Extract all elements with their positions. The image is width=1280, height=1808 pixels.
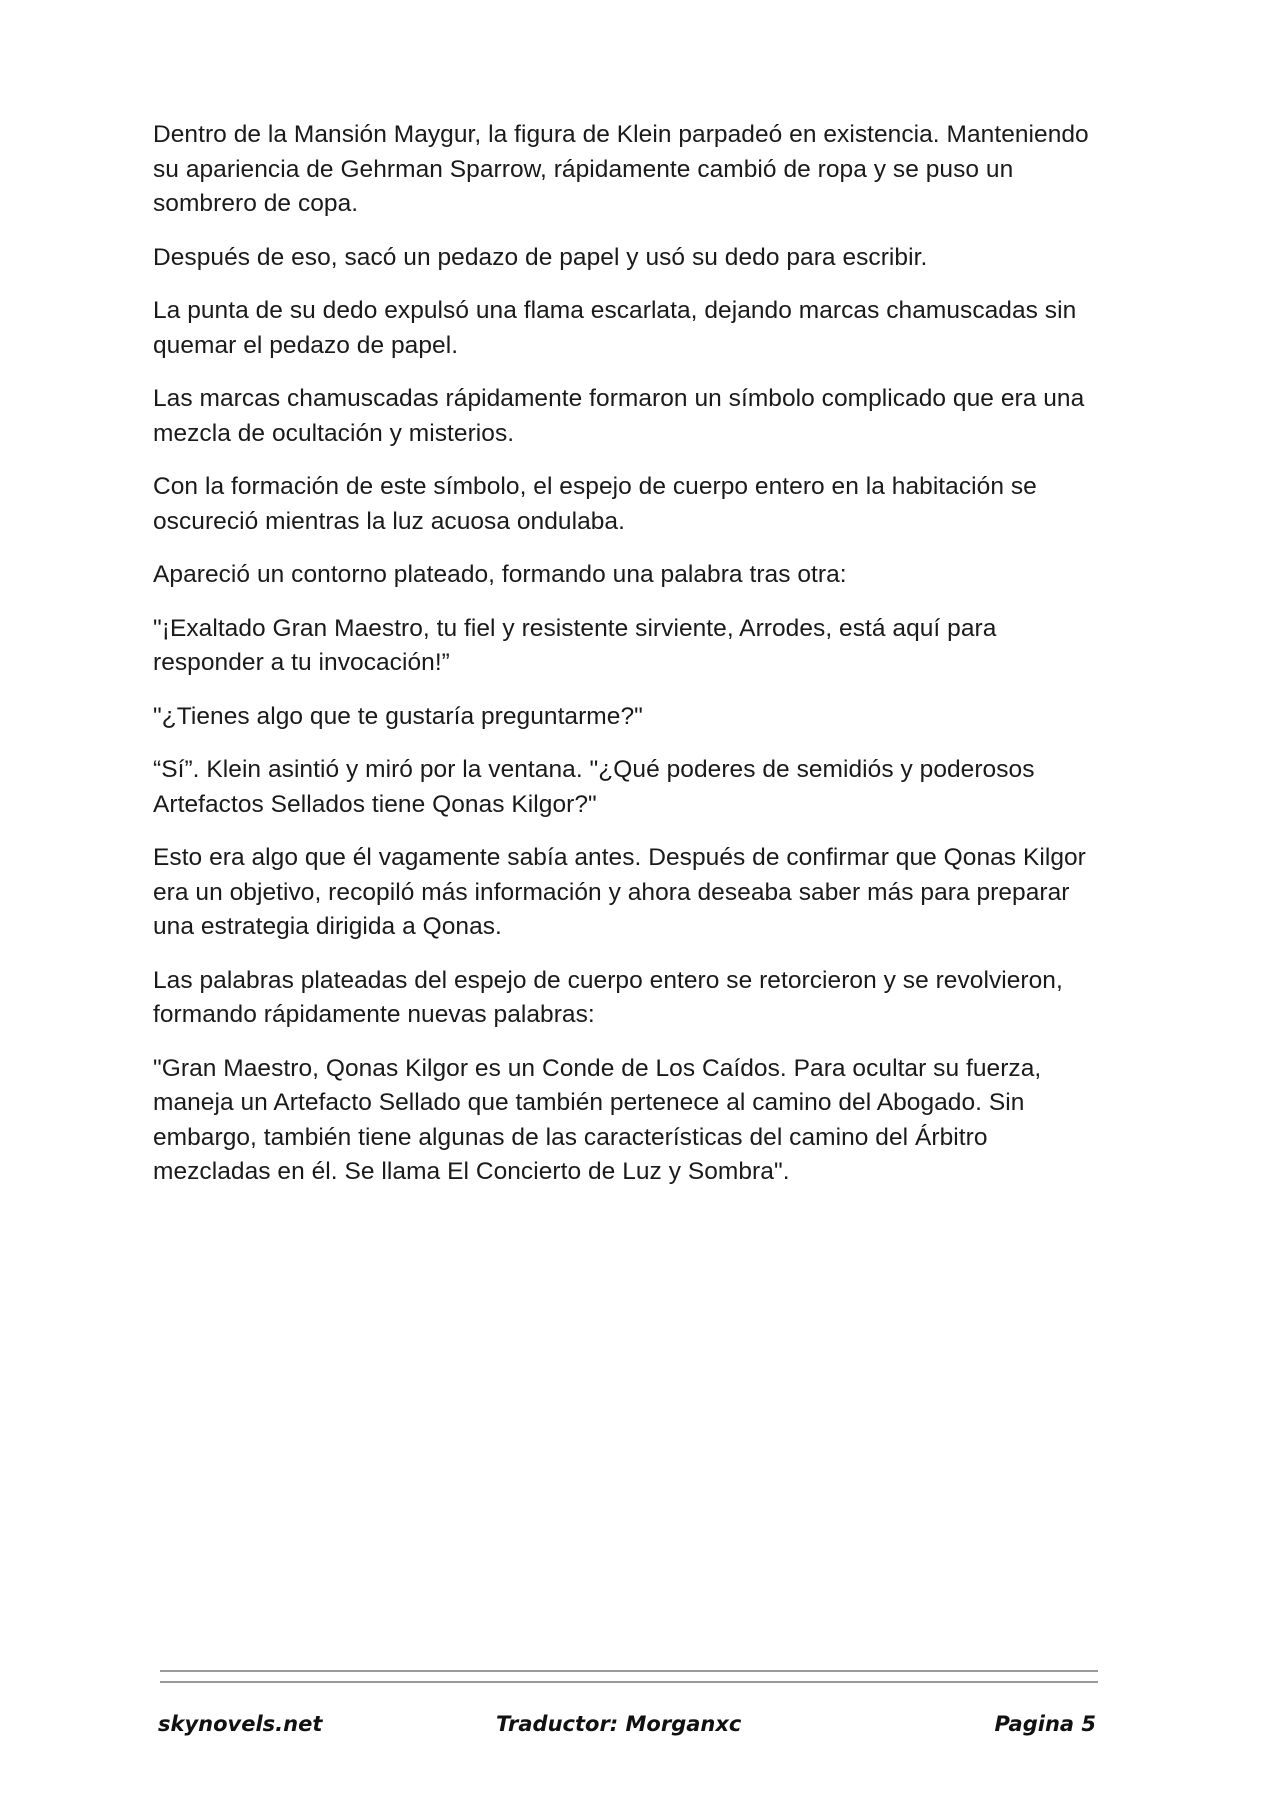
paragraph: "Gran Maestro, Qonas Kilgor es un Conde de Los Caídos. Para ocultar su fuerza, maneja un Artefacto Sellado que también pertenece al camino del Abogado. Sin embargo, también tiene algunas de las características del camino del Árbitro mezcladas en él. Se llama El Concierto de Luz y Sombra". (153, 1054, 1042, 1185)
paragraph: Dentro de la Mansión Maygur, la figura de Klein parpadeó en existencia. Manteniendo su apariencia de Gehrman Sparrow, rápidamente cambió de ropa y se puso un sombrero de copa. (153, 121, 1089, 217)
paragraph: La punta de su dedo expulsó una flama escarlata, dejando marcas chamuscadas sin quemar el pedazo de papel. (153, 297, 1077, 359)
paragraph: "¿Tienes algo que te gustaría preguntarme?" (153, 702, 643, 730)
footer-divider-top (160, 1670, 1098, 1672)
footer-translator: Traductor: Morganxc (496, 1712, 742, 1736)
paragraph: “Sí”. Klein asintió y miró por la ventana. "¿Qué poderes de semidiós y poderosos Artefactos Sellados tiene Qonas Kilgor?" (153, 756, 1035, 818)
paragraph: "¡Exaltado Gran Maestro, tu fiel y resistente sirviente, Arrodes, está aquí para responder a tu invocación!” (153, 614, 997, 676)
paragraph: Después de eso, sacó un pedazo de papel y usó su dedo para escribir. (153, 243, 928, 271)
paragraph: Apareció un contorno plateado, formando una palabra tras otra: (153, 561, 847, 588)
footer-site: skynovels.net (158, 1712, 323, 1736)
footer-page-number: Pagina 5 (994, 1712, 1096, 1736)
page-content (153, 118, 1098, 1209)
footer-divider-bottom (160, 1681, 1098, 1683)
page-footer (158, 1712, 1098, 1748)
paragraph: Las palabras plateadas del espejo de cuerpo entero se retorcieron y se revolvieron, formando rápidamente nuevas palabras: (153, 966, 1063, 1028)
paragraph: Esto era algo que él vagamente sabía antes. Después de confirmar que Qonas Kilgor era un objetivo, recopiló más información y ahora deseaba saber más para preparar una estrategia dirigida a Qonas. (153, 844, 1086, 940)
paragraph: Las marcas chamuscadas rápidamente formaron un símbolo complicado que era una mezcla de ocultación y misterios. (153, 385, 1085, 447)
paragraph: Con la formación de este símbolo, el espejo de cuerpo entero en la habitación se oscureció mientras la luz acuosa ondulaba. (153, 473, 1037, 535)
